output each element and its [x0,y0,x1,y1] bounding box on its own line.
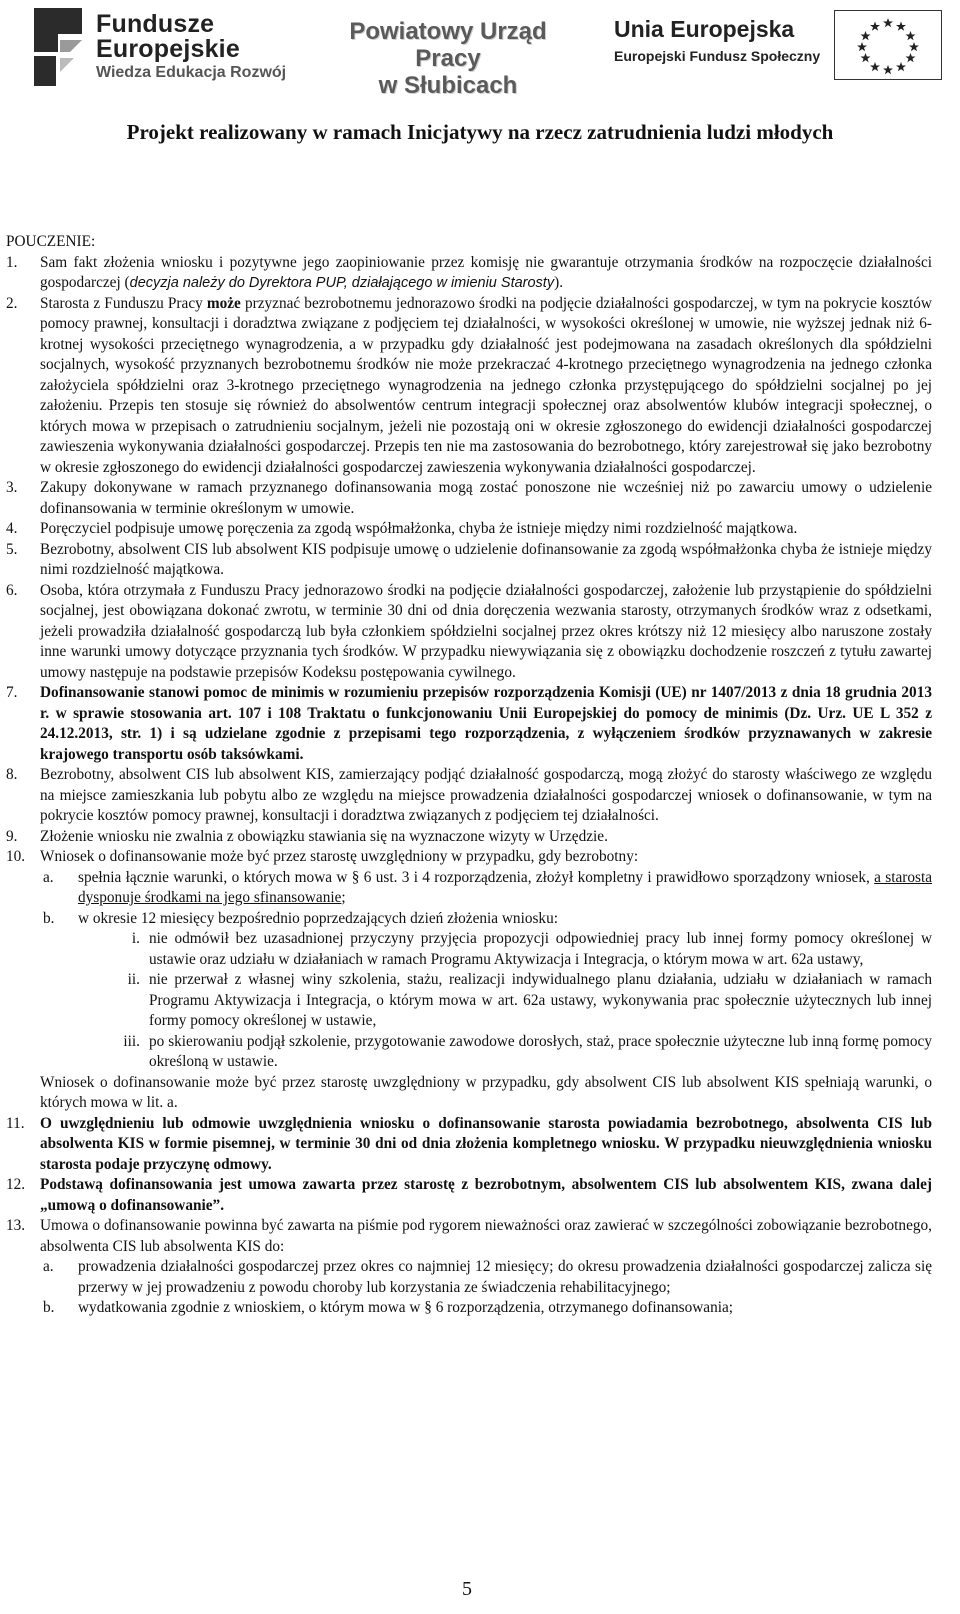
document-title: Projekt realizowany w ramach Inicjatywy na rzecz zatrudnienia ludzi młodych [126,120,834,144]
roman-item-10b-ii [6,970,932,1032]
sub-item-letter: a. [43,868,54,886]
roman-item-text: nie odmówił bez uzasadnionej przyczyny przyjęcia propozycji odpowiedniej pracy lub innej formy pomocy określonej w ustawie oraz udziału w działaniach w ramach Programu Aktywizacja i Integracja, o którym mowa w art. 62a ustawy, [149,930,932,968]
list-item-9 [6,827,932,848]
pup-logo-line1: Powiatowy Urząd Pracy [349,18,547,72]
page-number: 5 [462,1578,472,1600]
list-item-4 [6,519,932,540]
item-text: Bezrobotny, absolwent CIS lub absolwent KIS, zamierzający podjąć działalność gospodarczą, mogą złożyć do starosty właściwego ze względu na miejsce zamieszkania lub pobytu albo ze względu na miejsce prowadzenia działalności gospodarczej wniosek o dofinansowanie, w tym na pokrycie kosztów pomocy prawnej, konsultacji i doradztwa związanych z podjęciem tej działalności. [40,766,932,824]
sub-item-letter: b. [43,1299,55,1316]
item-number: 12. [6,1176,26,1193]
unia-europejska-logo [610,10,950,80]
list-item-6 [6,581,932,684]
ue-logo-line2: Europejski Fundusz Społeczny [614,48,821,64]
list-item-12 [6,1175,932,1216]
pup-logo [318,18,578,99]
item-number: 6. [6,581,18,599]
item-number: 3. [6,479,18,496]
item-text: Wniosek o dofinansowanie może być przez starostę uwzględniony w przypadku, gdy bezrobotny: [40,848,639,865]
ue-logo-line1: Unia Europejska [614,16,795,42]
item-text: Zakupy dokonywane w ramach przyznanego dofinansowania mogą zostać ponoszone nie wcześniej niż po zawarciu umowy o udzielenie dofinansowania w terminie określonym w umowie. [40,479,932,517]
item-text: Osoba, która otrzymała z Funduszu Pracy jednorazowo środki na podjęcie działalności gospodarczej, założenie lub przystąpienie do spółdzielni socjalnej, jest obowiązana dokonać zwrotu, w terminie 30 dni od dnia doręczenia wezwania starosty, otrzymanych środków wraz z odsetkami, jeżeli prowadziła działalność gospodarczą lub była członkiem spółdzielni socjalnej przez okres krótszy niż 12 miesięcy albo naruszone zostały inne warunki umowy dotyczące przyznania tych środków. W przypadku niewywiązania się z obowiązku dochodzenie roszczeń z tytułu zawartej umowy następuje na podstawie przepisów Kodeksu postępowania cywilnego. [40,581,932,681]
roman-numeral: ii. [127,971,140,988]
sub-item-13a [6,1257,932,1298]
sub-item-text: w okresie 12 miesięcy bezpośrednio poprzedzających dzień złożenia wniosku: [78,909,558,927]
item-text: Bezrobotny, absolwent CIS lub absolwent KIS podpisuje umowę o udzielenie dofinansowanie za zgodą współmałżonka chyba że istnieje między nimi rozdzielność majątkowa. [40,540,932,578]
list-item-11 [6,1114,932,1176]
list-item-5 [6,540,932,581]
list-item-3 [6,478,932,519]
list-item-1 [6,253,932,294]
item-number: 10. [6,848,26,865]
sub-item-10b [6,909,932,930]
item-text: Poręczyciel podpisuje umowę poręczenia za zgodą współmałżonka, chyba że istnieje między nimi rozdzielność majątkowa. [40,520,798,537]
item-number: 11. [6,1114,25,1132]
list-item-2 [6,294,932,479]
item-text-bold: O uwzględnieniu lub odmowie uwzględnienia wniosku o dofinansowanie starosta powiadamia bezrobotnego, absolwenta CIS lub absolwenta KIS w formie pisemnej, w terminie 30 dni od dnia złożenia kompletnego wniosku. W przypadku nieuwzględnienia wniosku starosta podaje przyczynę odmowy. [40,1114,932,1173]
list-item-10-continuation: Wniosek o dofinansowanie może być przez starostę uwzględniony w przypadku, gdy absolwent CIS lub absolwent KIS spełniają warunki, o których mowa w lit. a. [40,1073,932,1111]
list-item-13 [6,1216,932,1257]
sub-item-13b [6,1298,932,1319]
sub-item-text: spełnia łącznie warunki, o których mowa w § 6 ust. 3 i 4 rozporządzenia, złożył kompletny i prawidłowo sporządzony wniosek, [78,868,875,886]
roman-item-text: nie przerwał z własnej winy szkolenia, stażu, realizacji indywidualnego planu działania, udziału w działaniach w ramach Programu Aktywizacja i Integracja, o którym mowa w art. 62a ustawy, wykonywania prac społecznie użytecznych lub innej formy pomocy określonej w ustawie, [149,971,932,1029]
item-text: ). [554,274,564,291]
fundusze-europejskie-logo [30,4,290,90]
fe-logo-line1: Fundusze [96,10,215,38]
fe-logo-mark-icon [30,4,86,90]
section-heading: POUCZENIE: [6,233,96,250]
fe-logo-line3: Wiedza Edukacja Rozwój [96,64,287,81]
document-header [0,0,960,99]
item-number: 4. [6,520,18,537]
roman-item-10b-i [6,929,932,970]
sub-item-text: wydatkowania zgodnie z wnioskiem, o którym mowa w § 6 rozporządzenia, otrzymanego dofinansowania; [78,1299,734,1316]
eu-flag-icon [834,10,942,80]
roman-numeral: iii. [123,1032,140,1050]
roman-item-text: po skierowaniu podjął szkolenie, przygotowanie zawodowe dorosłych, staż, prace społecznie użyteczne lub inną formę pomocy określoną w ustawie. [149,1032,932,1070]
item-text: Starosta z Funduszu Pracy [40,294,207,312]
sub-item-letter: a. [43,1258,54,1275]
item-text-bold: może [206,294,241,312]
item-text-bold: Podstawą dofinansowania jest umowa zawarta przez starostę z bezrobotnym, absolwentem CIS lub absolwentem KIS, zwana dalej „umową o dofinansowanie”. [40,1176,932,1214]
document-body [6,232,932,1319]
item-number: 13. [6,1217,26,1234]
list-item-7 [6,683,932,765]
item-text-italic: decyzja należy do Dyrektora PUP, działającego w imieniu Starosty [129,275,555,291]
item-number: 8. [6,766,18,783]
sub-item-letter: b. [43,909,55,927]
sub-item-text-underlined: a starosta dysponuje środkami na jego sfinansowanie [78,868,932,906]
list-item-8 [6,765,932,827]
item-text: Złożenie wniosku nie zwalnia z obowiązku stawiania się na wyznaczone wizyty w Urzędzie. [40,827,608,845]
sub-item-10a [6,868,932,909]
sub-item-text: ; [341,889,346,906]
item-number: 9. [6,827,18,845]
list-item-10 [6,847,932,868]
item-number: 7. [6,684,18,701]
item-number: 1. [6,253,18,271]
pup-logo-line2: w Słubicach [378,72,518,99]
item-text: przyznać bezrobotnemu jednorazowo środki na podjęcie działalności gospodarczej, w tym na pokrycie kosztów pomocy prawnej, konsultacji i doradztwa związane z podjęciem tej działalności, w wysokości określonej w umowie, nie wyższej jednak niż 6-krotnej wysokości przeciętnego wynagrodzenia, a w przypadku gdy działalność jest podejmowana na zasadach określonych dla spółdzielni socjalnych, wysokość przyznanych bezrobotnemu środków nie może przekraczać 4-krotnego przeciętnego wynagrodzenia na jednego członka założyciela spółdzielni oraz 3-krotnego przeciętnego wynagrodzenia na jednego członka przystępującego do spółdzielni socjalnej po jej założeniu. Przepis ten stosuje się również do absolwentów centrum integracji społecznej oraz absolwentów klubów integracji społecznej, o których mowa w przepisach o zatrudnieniu socjalnym, jeżeli nie pozostają oni w okresie zgłoszonego do ewidencji działalności gospodarczej zawieszenia wykonywania działalności gospodarczej. Przepis ten nie ma zastosowania do bezrobotnego, który zarejestrował się jako bezrobotny w okresie zgłoszonego do ewidencji działalności gospodarczej zawieszenia wykonywania działalności gospodarczej. [40,294,932,476]
fe-logo-line2: Europejskie [96,35,240,63]
item-text: Sam fakt złożenia wniosku i pozytywne jego zaopiniowanie przez komisję nie gwarantuje otrzymania środków na rozpoczęcie działalności gospodarczej ( [40,253,932,291]
roman-item-10b-iii [6,1032,932,1073]
item-number: 2. [6,294,18,312]
item-text: Umowa o dofinansowanie powinna być zawarta na piśmie pod rygorem nieważności oraz zawierać w szczególności zobowiązanie bezrobotnego, absolwenta CIS lub absolwenta KIS do: [40,1217,932,1255]
sub-item-text: prowadzenia działalności gospodarczej przez okres co najmniej 12 miesięcy; do okresu prowadzenia działalności gospodarczej zalicza się przerwy w jej prowadzeniu z powodu choroby lub korzystania ze świadczenia rehabilitacyjnego; [78,1258,932,1296]
roman-numeral: i. [131,930,140,947]
item-number: 5. [6,540,18,558]
item-text-bold: Dofinansowanie stanowi pomoc de minimis w rozumieniu przepisów rozporządzenia Komisji (UE) nr 1407/2013 z dnia 18 grudnia 2013 r. w sprawie stosowania art. 107 i 108 Traktatu o funkcjonowaniu Unii Europejskiej do pomocy de minimis (Dz. Urz. UE L 352 z 24.12.2013, str. 1) i są udzielane zgodnie z przepisami tego rozporządzenia, z wyłączeniem środków przyznawanych w zakresie krajowego transportu osób taksówkami. [40,684,932,763]
